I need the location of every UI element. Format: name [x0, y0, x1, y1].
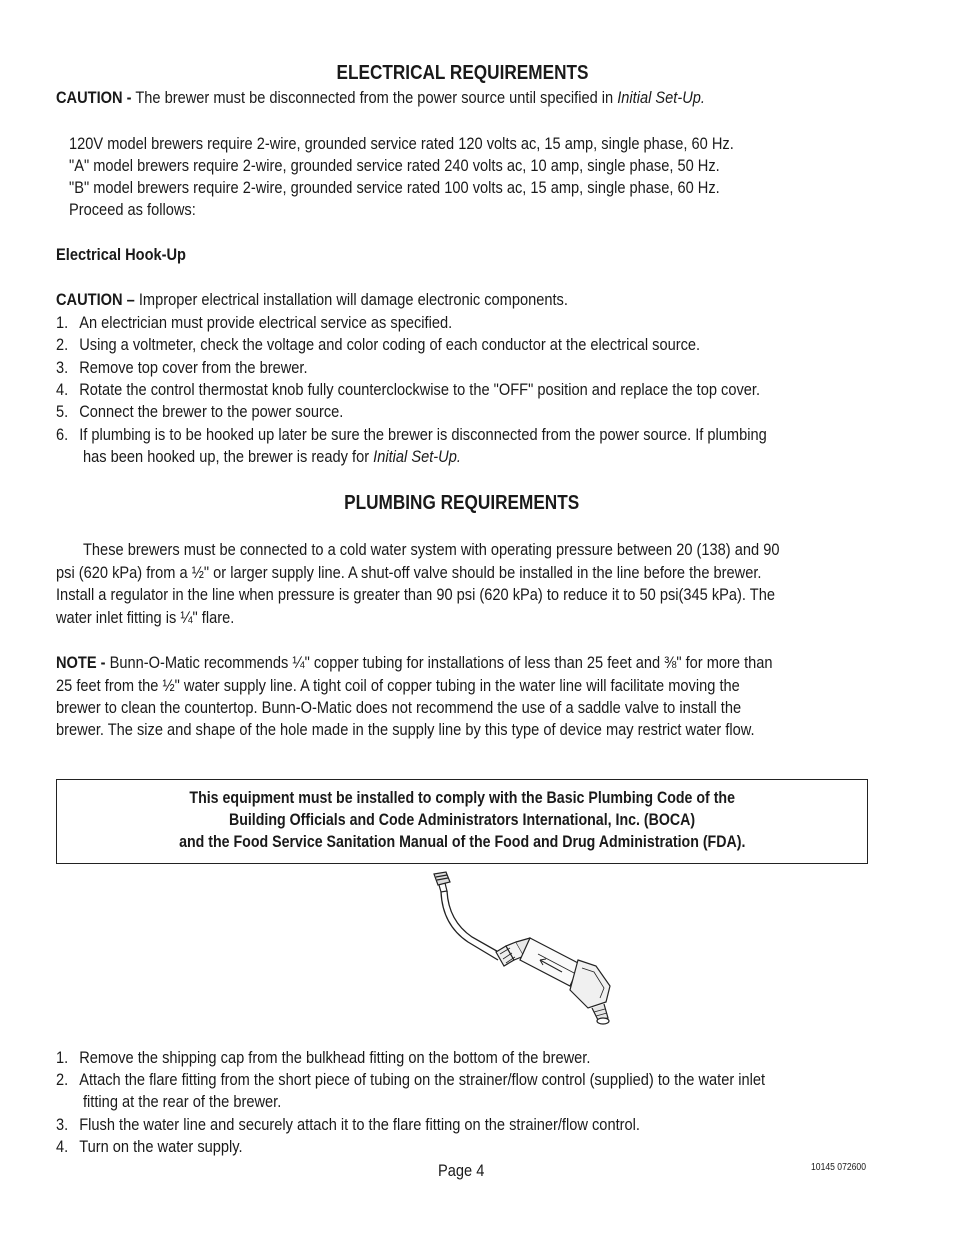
notice-line: and the Food Service Sanitation Manual of the Food and Drug Administration (FDA).: [178, 833, 746, 851]
step-text: Flush the water line and securely attach it to the flare fitting on the strainer/flow control.: [79, 1115, 640, 1134]
step-number: 3.: [56, 1115, 69, 1134]
step-number: 6.: [56, 425, 69, 444]
plumbing-para-line: psi (620 kPa) from a ½" or larger supply line. A shut-off valve should be installed in the line before the brewer.: [56, 563, 762, 582]
step-text: Remove the shipping cap from the bulkhead fitting on the bottom of the brewer.: [79, 1048, 591, 1067]
electrical-caution: [56, 87, 705, 110]
caution-label: CAUTION -: [56, 88, 132, 107]
spec-a-model: "A" model brewers require 2-wire, grounded service rated 240 volts ac, 10 amp, single phase, 50 Hz.: [69, 156, 720, 175]
spec-b-model: "B" model brewers require 2-wire, grounded service rated 100 volts ac, 15 amp, single phase, 60 Hz.: [69, 178, 720, 197]
note-line: [56, 652, 773, 675]
document-code: 10145 072600: [811, 1162, 867, 1173]
caution2-text: Improper electrical installation will damage electronic components.: [134, 290, 568, 309]
hookup-heading: Electrical Hook-Up: [56, 245, 186, 264]
strainer-flow-control-illustration: [420, 868, 620, 1038]
plumbing-title: PLUMBING REQUIREMENTS: [344, 492, 580, 514]
hookup-caution: [56, 289, 568, 312]
plumbing-para-line: water inlet fitting is ¼" flare.: [56, 608, 235, 627]
caution2-label: CAUTION –: [56, 290, 135, 309]
caution-text: The brewer must be disconnected from the power source until specified in: [131, 88, 618, 107]
spec-proceed: Proceed as follows:: [69, 200, 196, 219]
step-number: 2.: [56, 1070, 69, 1089]
step-number: 4.: [56, 380, 69, 399]
plumbing-para-line: These brewers must be connected to a cold water system with operating pressure between 20 (138) and 90: [83, 540, 780, 559]
step-text: If plumbing is to be hooked up later be sure the brewer is disconnected from the power source. If plumbing: [79, 425, 767, 444]
electrical-title: ELECTRICAL REQUIREMENTS: [336, 62, 588, 84]
step-text-cont: has been hooked up, the brewer is ready for: [83, 447, 374, 466]
spec-120v: 120V model brewers require 2-wire, grounded service rated 120 volts ac, 15 amp, single phase, 60 Hz.: [69, 134, 734, 153]
note-line: 25 feet from the ½" water supply line. A tight coil of copper tubing in the water line will facilitate moving the: [56, 676, 740, 695]
step-number: 1.: [56, 313, 69, 332]
notice-line: This equipment must be installed to comply with the Basic Plumbing Code of the: [189, 789, 735, 807]
code-compliance-notice: [56, 779, 868, 864]
step-text: Using a voltmeter, check the voltage and color coding of each conductor at the electrical source.: [79, 335, 701, 354]
step-text: Attach the flare fitting from the short piece of tubing on the strainer/flow control (supplied) to the water inlet: [79, 1070, 766, 1089]
step-ref: Initial Set-Up.: [373, 447, 461, 466]
step-number: 1.: [56, 1048, 69, 1067]
notice-line: Building Officials and Code Administrators International, Inc. (BOCA): [228, 811, 696, 829]
note-line: brewer. The size and shape of the hole made in the supply line by this type of device may restrict water flow.: [56, 720, 755, 739]
step-text: An electrician must provide electrical service as specified.: [79, 313, 453, 332]
step-number: 2.: [56, 335, 69, 354]
step-text: Rotate the control thermostat knob fully counterclockwise to the "OFF" position and replace the top cover.: [79, 380, 761, 399]
list-item-continuation: [83, 1091, 281, 1114]
electrical-steps: [56, 312, 876, 472]
step-text-cont: fitting at the rear of the brewer.: [83, 1092, 282, 1111]
step-text: Connect the brewer to the power source.: [79, 402, 344, 421]
page-number: Page 4: [438, 1161, 485, 1180]
plumbing-steps: [56, 1047, 896, 1159]
note-line: brewer to clean the countertop. Bunn-O-Matic does not recommend the use of a saddle valve to install the: [56, 698, 742, 717]
step-number: 5.: [56, 402, 69, 421]
step-number: 4.: [56, 1137, 69, 1156]
note-label: NOTE -: [56, 653, 106, 672]
plumbing-para-line: Install a regulator in the line when pressure is greater than 90 psi (620 kPa) to reduce it to 50 psi(345 kPa). The: [56, 585, 775, 604]
list-item-continuation: [83, 446, 461, 469]
note-text: Bunn-O-Matic recommends ¼" copper tubing for installations of less than 25 feet and ⅜" for more than: [105, 653, 773, 672]
step-text: Remove top cover from the brewer.: [79, 358, 308, 377]
step-text: Turn on the water supply.: [79, 1137, 243, 1156]
step-number: 3.: [56, 358, 69, 377]
caution-ref: Initial Set-Up.: [617, 88, 705, 107]
